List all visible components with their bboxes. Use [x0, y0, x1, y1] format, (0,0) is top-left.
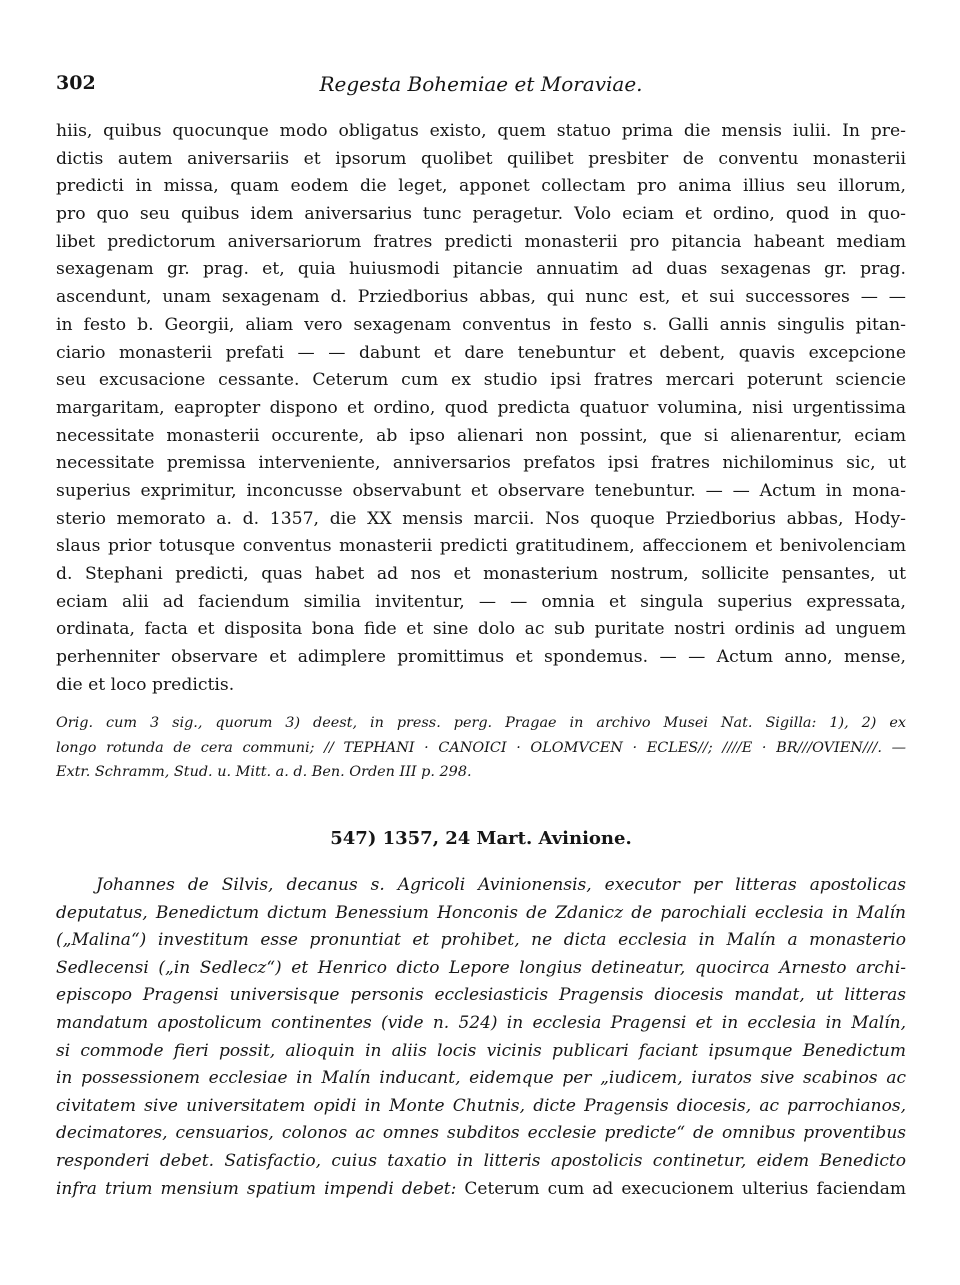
text-line: ordinata, facta et disposita bona fide et sine dolo ac sub puritate nostri ordinis ad unguem: [56, 619, 906, 640]
text-line: hiis, quibus quocunque modo obligatus existo, quem statuo prima die mensis iulii. In pre-: [56, 121, 906, 141]
text-line: perhenniter observare et adimplere promittimus et spondemus. — — Actum anno, mense,: [56, 647, 906, 668]
regest-line: episcopo Pragensi universisque personis ecclesiasticis Pragensis diocesis mandat, ut litteras: [56, 985, 906, 1006]
regest-line: responderi debet. Satisfactio, cuius taxatio in litteris apostolicis continetur, eidem Benedicto: [56, 1150, 906, 1171]
text-line: eciam alii ad faciendum similia invitentur, — — omnia et singula superius expressata,: [56, 591, 906, 612]
text-line: ciario monasterii prefati — — dabunt et dare tenebuntur et debent, quavis excepcione: [56, 342, 906, 363]
note-line: Orig. cum 3 sig., quorum 3) deest, in press. perg. Pragae in archivo Musei Nat. Sigilla: 1), 2) ex: [56, 715, 906, 731]
note-line: Extr. Schramm, Stud. u. Mitt. a. d. Ben. Orden III p. 298.: [56, 764, 472, 780]
regest-line: decimatores, censuarios, colonos ac omnes subditos ecclesie predicte“ de omnibus proventibus: [56, 1123, 906, 1144]
text-line: sterio memorato a. d. 1357, die XX mensis marcii. Nos quoque Prziedborius abbas, Hody-: [56, 508, 906, 529]
text-line: slaus prior totusque conventus monasterii predicti gratitudinem, affeccionem et benivolenciam: [56, 536, 906, 557]
text-line: predicti in missa, quam eodem die leget, apponet collectam pro anima illius seu illorum,: [56, 176, 906, 197]
regest-line-final: [56, 1176, 906, 1204]
regest-line: Johannes de Silvis, decanus s. Agricoli Avinionensis, executor per litteras apostolicas: [96, 875, 906, 895]
note-line: longo rotunda de cera communi; // TEPHANI · CANOICI · OLOMVCEN · ECLES//; ////E · BR///OVIEN///. —: [56, 739, 906, 756]
regest-line: mandatum apostolicum continentes (vide n. 524) in ecclesia Pragensi et in ecclesia in Malín,: [56, 1012, 906, 1033]
text-line: in festo b. Georgii, aliam vero sexagenam conventus in festo s. Galli annis singulis pitan-: [56, 314, 906, 335]
running-title: Regesta Bohemiae et Moraviae.: [319, 72, 643, 96]
text-line: ascendunt, unam sexagenam d. Prziedborius abbas, qui nunc est, et sui successores — —: [56, 287, 906, 308]
text-line: dictis autem aniversariis et ipsorum quolibet quilibet presbiter de conventu monasterii: [56, 148, 906, 169]
regest-line: Sedlecensi („in Sedlecz“) et Henrico dicto Lepore longius detineatur, quocirca Arnesto archi-: [56, 957, 906, 978]
source-notes: [56, 711, 906, 785]
text-line: margaritam, eapropter dispono et ordino, quod predicta quatuor volumina, nisi urgentissima: [56, 397, 906, 418]
text-line: seu excusacione cessante. Ceterum cum ex studio ipsi fratres mercari poterunt sciencie: [56, 370, 906, 391]
text-line: necessitate premissa interveniente, anniversarios prefatos ipsi fratres nichilominus sic, ut: [56, 453, 906, 474]
text-line: necessitate monasterii occurente, ab ipso alienari non possint, que si alienarentur, eciam: [56, 425, 906, 446]
regest-text: [56, 872, 906, 1203]
regest-final-roman: Ceterum cum ad execucionem ulterius faciendam: [456, 1178, 906, 1199]
text-line: superius exprimitur, inconcusse observabunt et observare tenebuntur. — — Actum in mona-: [56, 480, 906, 501]
text-line: d. Stephani predicti, quas habet ad nos et monasterium nostrum, sollicite pensantes, ut: [56, 564, 906, 584]
regest-line: civitatem sive universitatem opidi in Monte Chutnis, dicte Pragensis diocesis, ac parrochianos,: [56, 1095, 906, 1116]
regest-final-italic: infra trium mensium spatium impendi debet:: [56, 1178, 457, 1199]
page-header: [56, 70, 906, 100]
regest-line: si commode fieri possit, alioquin in aliis locis vicinis publicari faciant ipsumque Benedictum: [56, 1040, 906, 1061]
document-heading: 547) 1357, 24 Mart. Avinione.: [330, 828, 632, 849]
regest-line: in possessionem ecclesiae in Malín inducant, eidemque per „iudicem, iuratos sive scabinos ac: [56, 1068, 906, 1089]
text-line: sexagenam gr. prag. et, quia huiusmodi pitancie annuatim ad duas sexagenas gr. prag.: [56, 259, 906, 280]
charter-text: [56, 118, 906, 699]
text-line: pro quo seu quibus idem aniversarius tunc peragetur. Volo eciam et ordino, quod in quo-: [56, 204, 906, 225]
page-number: 302: [56, 72, 96, 94]
text-line: libet predictorum aniversariorum fratres predicti monasterii pro pitancia habeant mediam: [56, 231, 906, 252]
regest-line: deputatus, Benedictum dictum Benessium Honconis de Zdanicz de parochiali ecclesia in Malín: [56, 902, 906, 923]
regest-line: („Malina“) investitum esse pronuntiat et prohibet, ne dicta ecclesia in Malín a monasterio: [56, 930, 906, 951]
text-line: die et loco predictis.: [56, 674, 235, 695]
